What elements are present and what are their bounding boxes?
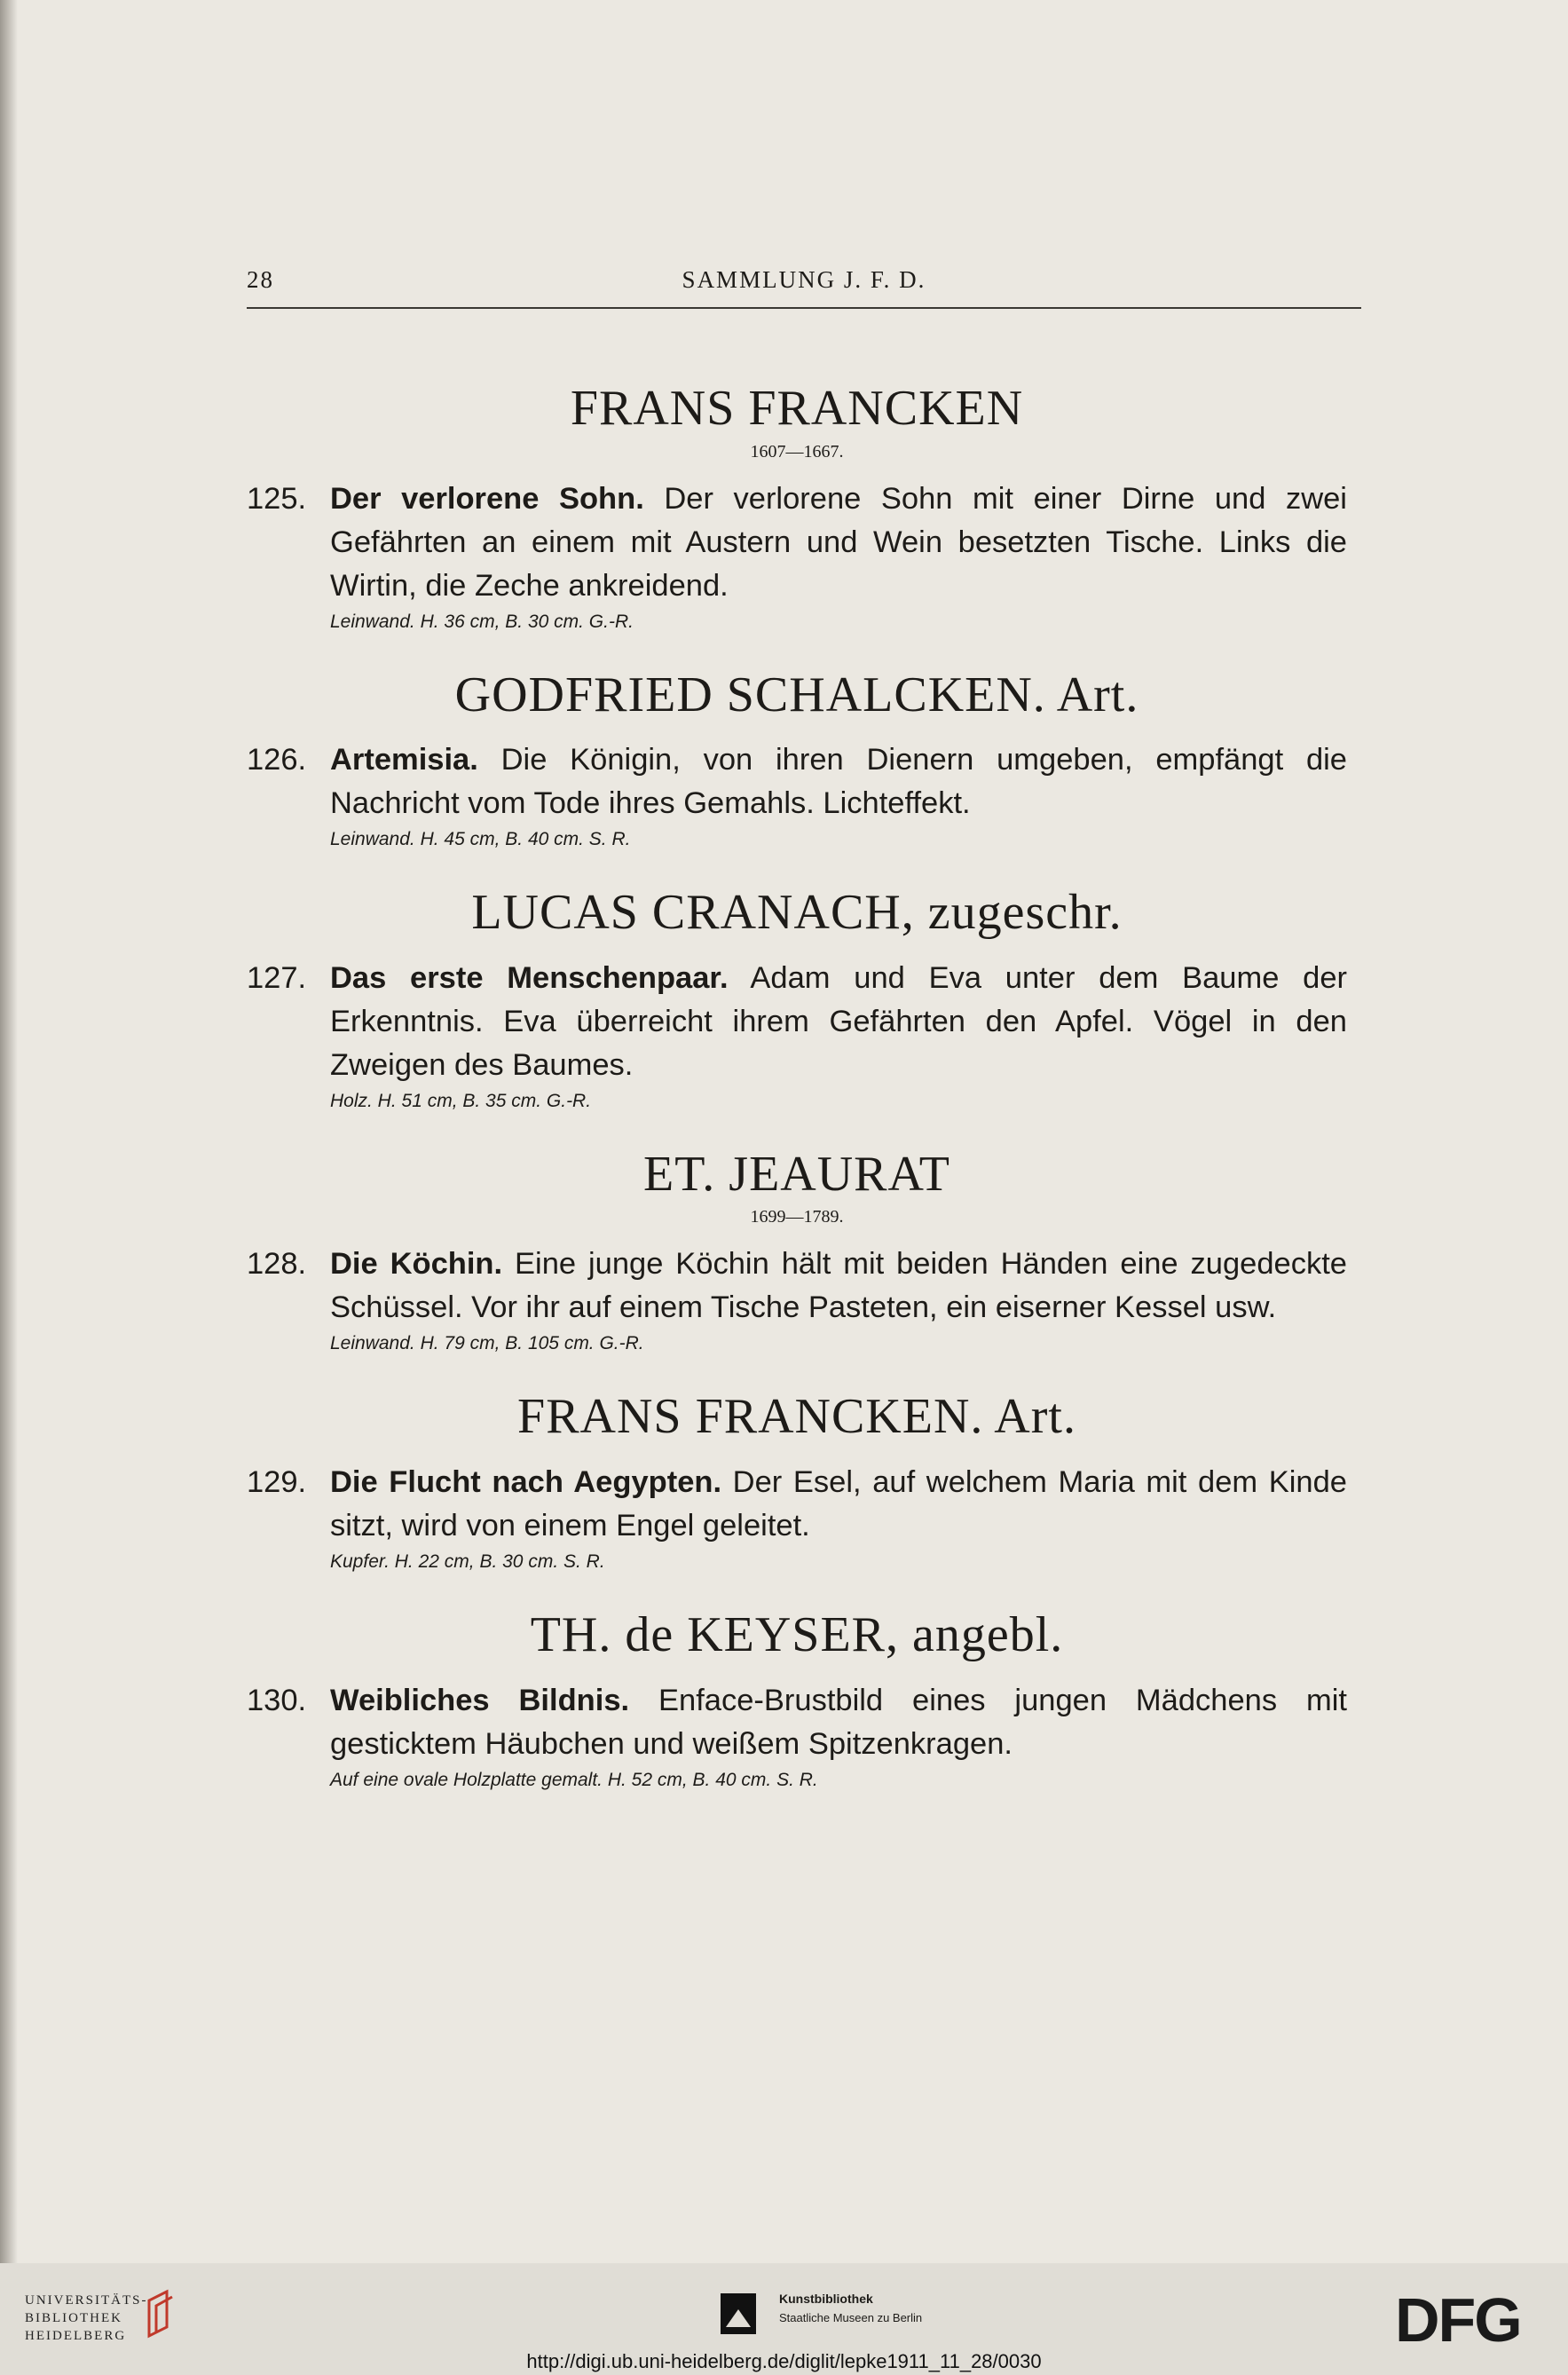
entry-title: Artemisia. — [330, 743, 478, 777]
entry-medium-dimensions: Auf eine ovale Holzplatte gemalt. H. 52 cm, B. 40 cm. S. R. — [330, 1769, 818, 1790]
running-header — [247, 266, 1361, 309]
catalog-entry — [247, 738, 1347, 850]
entry-description — [247, 738, 1347, 825]
artist-heading — [247, 1390, 1347, 1445]
kunstbibliothek-subtitle: Staatliche Museen zu Berlin — [779, 2311, 923, 2324]
artist-dates: 1607—1667. — [750, 441, 844, 462]
entry-text: Adam und Eva unter dem Baume der Erkenntnis. Eva überreicht ihrem Gefährten den Apfel. Vögel in den Zweigen des Baumes. — [330, 960, 1347, 1082]
kunstbibliothek-emblem-icon — [721, 2293, 756, 2334]
entry-title: Der verlorene Sohn. — [330, 481, 644, 516]
entry-medium-dimensions: Leinwand. H. 45 cm, B. 40 cm. S. R. — [330, 829, 631, 850]
artist-heading — [247, 1608, 1347, 1663]
artist-name: FRANS FRANCKEN — [570, 381, 1024, 436]
entry-number: 125. — [247, 481, 307, 516]
ub-heidelberg-emblem-icon — [140, 2288, 181, 2339]
ub-logo-line1: UNIVERSITÄTS- — [25, 2293, 148, 2308]
ub-logo-line2: BIBLIOTHEK — [25, 2311, 122, 2325]
entry-text: Der verlorene Sohn mit einer Dirne und zwei Gefährten an einem mit Austern und Wein besetzten Tische. Links die Wirtin, die Zeche ankreidend. — [330, 481, 1347, 603]
entry-number: 129. — [247, 1464, 307, 1499]
artist-heading — [247, 886, 1347, 941]
entry-number: 130. — [247, 1683, 307, 1717]
entry-description — [247, 1461, 1347, 1548]
artist-name: TH. de KEYSER, angebl. — [530, 1606, 1064, 1662]
entry-number: 127. — [247, 960, 307, 995]
entry-number: 126. — [247, 743, 307, 777]
entry-description — [247, 477, 1347, 608]
entry-medium-dimensions: Holz. H. 51 cm, B. 35 cm. G.-R. — [330, 1090, 592, 1111]
artist-name: ET. JEAURAT — [643, 1146, 950, 1202]
entry-medium-dimensions: Kupfer. H. 22 cm, B. 30 cm. S. R. — [330, 1550, 605, 1572]
catalog-entry — [247, 1461, 1347, 1573]
running-title: SAMMLUNG J. F. D. — [682, 266, 926, 293]
kunstbibliothek-title: Kunstbibliothek — [779, 2292, 873, 2306]
footer-bar — [0, 2263, 1568, 2375]
entry-medium-dimensions: Leinwand. H. 79 cm, B. 105 cm. G.-R. — [330, 1333, 644, 1354]
catalog-entry — [247, 477, 1347, 633]
entry-description — [247, 957, 1347, 1087]
entry-number: 128. — [247, 1247, 307, 1282]
artist-name: LUCAS CRANACH, zugeschr. — [471, 885, 1123, 941]
entry-title: Das erste Menschenpaar. — [330, 960, 729, 995]
entry-title: Die Flucht nach Aegypten. — [330, 1464, 722, 1499]
artist-heading — [247, 1148, 1347, 1227]
entry-text: Eine junge Köchin hält mit beiden Händen eine zugedeckte Schüssel. Vor ihr auf einem Tische Pasteten, ein eiserner Kessel usw. — [330, 1247, 1347, 1325]
artist-heading — [247, 382, 1347, 462]
entry-text: Der Esel, auf welchem Maria mit dem Kinde sitzt, wird von einem Engel geleitet. — [330, 1464, 1347, 1543]
entry-description — [247, 1243, 1347, 1330]
permalink-url[interactable]: http://digi.ub.uni-heidelberg.de/diglit/lepke1911_11_28/0030 — [526, 2350, 1042, 2372]
ub-logo-line3: HEIDELBERG — [25, 2329, 127, 2343]
page-number: 28 — [247, 266, 274, 293]
catalog-entry — [247, 1243, 1347, 1354]
catalog-content — [247, 382, 1347, 1827]
entry-description — [247, 1679, 1347, 1766]
artist-name: GODFRIED SCHALCKEN. Art. — [454, 667, 1139, 722]
entry-title: Weibliches Bildnis. — [330, 1683, 630, 1717]
entry-medium-dimensions: Leinwand. H. 36 cm, B. 30 cm. G.-R. — [330, 611, 634, 632]
catalog-entry — [247, 1679, 1347, 1791]
artist-dates: 1699—1789. — [750, 1207, 844, 1227]
entry-text: Die Königin, von ihren Dienern umgeben, empfängt die Nachricht vom Tode ihres Gemahls. Lichteffekt. — [330, 743, 1347, 821]
artist-name: FRANS FRANCKEN. Art. — [517, 1389, 1076, 1445]
entry-text: Enface-Brustbild eines jungen Mädchens mit gesticktem Häubchen und weißem Spitzenkragen. — [330, 1683, 1347, 1761]
ub-heidelberg-logo[interactable] — [25, 2292, 148, 2345]
entry-title: Die Köchin. — [330, 1247, 503, 1282]
dfg-logo[interactable]: DFG — [1395, 2285, 1521, 2355]
catalog-entry — [247, 957, 1347, 1112]
artist-heading — [247, 668, 1347, 723]
